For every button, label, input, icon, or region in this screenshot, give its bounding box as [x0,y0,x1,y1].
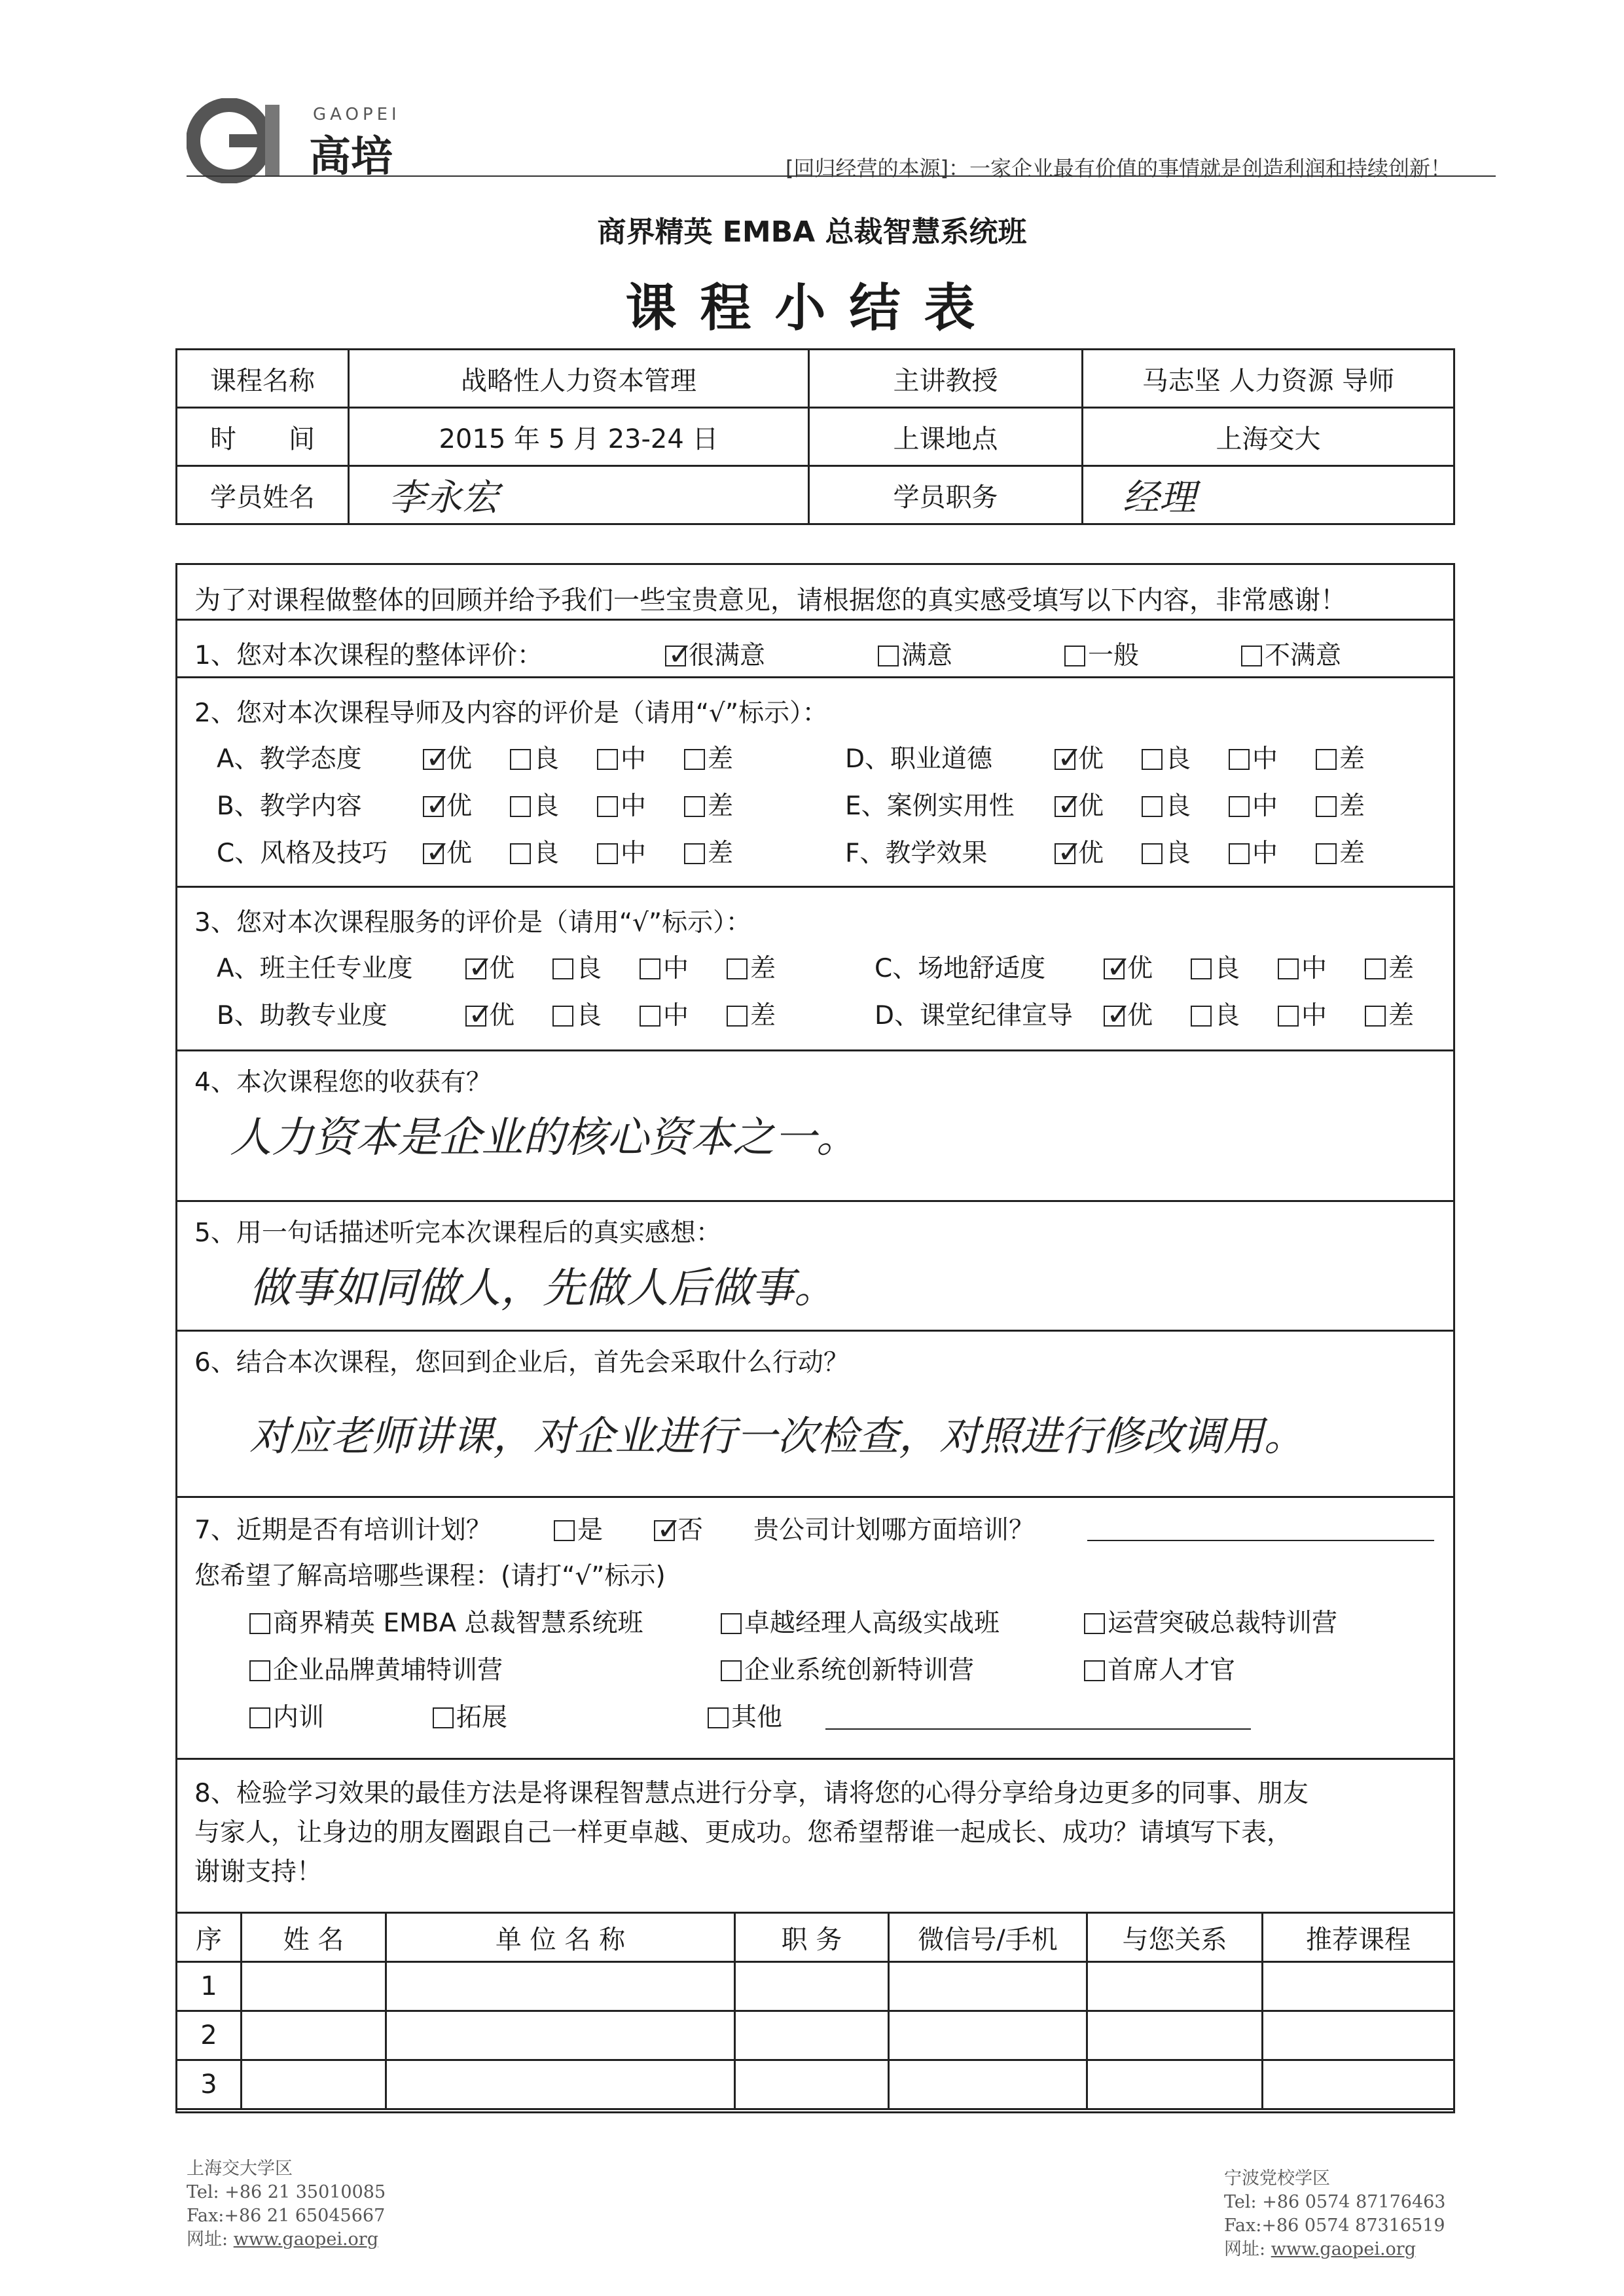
checkbox-icon[interactable] [1316,843,1337,864]
q2-grade-option[interactable]: ✓ 优 [423,833,472,869]
checkbox-icon[interactable] [1191,958,1212,979]
checkbox-icon[interactable] [1064,646,1085,666]
q2-grade-option[interactable]: 差 [1316,786,1365,822]
checkbox-icon[interactable] [510,749,531,770]
q2-grade-option[interactable]: ✓ 优 [1055,786,1104,822]
q3-grade-option[interactable]: 差 [1365,995,1414,1032]
q2-item-label: F、教学效果 [845,839,988,868]
table-cell[interactable] [735,1962,889,2011]
checkbox-icon[interactable] [433,1707,454,1728]
checkbox-icon[interactable] [1084,1660,1105,1681]
footer-left-tel: Tel: +86 21 35010085 [187,2182,386,2202]
q2-grade-option[interactable]: 良 [510,786,559,822]
checkbox-icon[interactable] [1142,749,1163,770]
checkbox-icon[interactable] [1278,958,1299,979]
table-cell[interactable] [1263,2060,1454,2109]
checkbox-icon[interactable] [249,1613,270,1634]
q3-grade-option[interactable]: ✓ 优 [1104,948,1153,985]
q2-grade-option[interactable]: 良 [1142,833,1191,869]
checkbox-icon[interactable] [554,1520,575,1541]
col-course: 推荐课程 [1263,1913,1454,1962]
q8-text-line2: 与家人，让身边的朋友圈跟自己一样更卓越、更成功。您希望帮谁一起成长、成功？请填写下表， [194,1818,1293,1848]
q3-grade-option[interactable]: 差 [1365,948,1414,985]
checkbox-icon[interactable] [1278,1006,1299,1027]
place-value: 上海交大 [1083,408,1454,466]
slogan: [回归经营的本源]：一家企业最有价值的事情就是创造利润和持续创新！ [785,156,1451,181]
course-option-innovation[interactable]: 企业系统创新特训营 [721,1650,974,1686]
table-row [177,2011,1454,2060]
q2-grade-option[interactable]: ✓ 优 [423,786,472,822]
q3-grade-option[interactable]: 差 [727,995,776,1032]
q2-item-label: D、职业道德 [845,744,993,774]
footer-right-campus: 宁波党校学区 [1224,2168,1330,2189]
checkbox-icon[interactable] [684,796,705,817]
table-cell[interactable] [386,1962,735,2011]
checkbox-checked-icon[interactable] [423,749,444,770]
q2-item-label: B、教学内容 [217,792,362,821]
table-cell[interactable] [242,2060,386,2109]
checkbox-checked-icon[interactable] [1055,749,1075,770]
q2-item-label: E、案例实用性 [845,792,1015,821]
time-value: 2015 年 5 月 23-24 日 [349,408,809,466]
footer-left [187,2157,386,2251]
q1-label: 1、您对本次课程的整体评价： [194,641,543,670]
q3-grade-option[interactable]: 中 [640,948,689,985]
q7-section [177,1496,1453,1760]
q6-label: 6、结合本次课程，您回到企业后，首先会采取什么行动？ [194,1348,849,1377]
course-option-operations[interactable]: 运营突破总裁特训营 [1084,1603,1337,1639]
place-label: 上课地点 [809,408,1083,466]
table-cell[interactable] [735,2011,889,2060]
q4-label: 4、本次课程您的收获有？ [194,1068,492,1097]
q3-item-label: A、班主任专业度 [217,954,413,983]
checkbox-icon[interactable] [721,1660,742,1681]
footer-right-fax: Fax:+86 0574 87316519 [1224,2215,1445,2236]
table-row [177,1962,1454,2011]
checkbox-icon[interactable] [249,1660,270,1681]
course-name-label: 课程名称 [177,350,349,408]
q3-label: 3、您对本次课程服务的评价是（请用“√”标示）： [194,908,751,938]
q2-grade-option[interactable]: 差 [1316,833,1365,869]
logo-english: GAOPEI [313,105,401,124]
checkbox-icon[interactable] [721,1613,742,1634]
table-cell[interactable] [242,2011,386,2060]
q4-answer[interactable]: 人力资本是企业的核心资本之一。 [230,1114,858,1162]
checkbox-icon[interactable] [640,958,660,979]
q7-plan-answer-line[interactable] [1087,1540,1434,1541]
q2-item-label: C、风格及技巧 [217,839,388,868]
col-position: 职 务 [735,1913,889,1962]
q1-section [177,619,1453,678]
row-index: 2 [177,2011,242,2060]
checkbox-icon[interactable] [727,1006,748,1027]
checkbox-icon[interactable] [1142,843,1163,864]
q2-grade-option[interactable]: 差 [684,833,733,869]
q3-grade-option[interactable]: ✓ 优 [465,995,514,1032]
student-name-label: 学员姓名 [177,466,349,524]
course-option-emba[interactable]: 商界精英 EMBA 总裁智慧系统班 [249,1603,643,1639]
q3-grade-option[interactable]: 良 [552,995,602,1032]
q3-grade-option[interactable]: 中 [640,995,689,1032]
q2-item-label: A、教学态度 [217,744,362,774]
table-cell[interactable] [735,2060,889,2109]
checkbox-checked-icon[interactable] [665,646,686,666]
checkbox-icon[interactable] [1229,796,1250,817]
checkbox-checked-icon[interactable] [1104,1006,1125,1027]
checkbox-icon[interactable] [1241,646,1262,666]
checkbox-checked-icon[interactable] [1104,958,1125,979]
checkbox-icon[interactable] [1142,796,1163,817]
q3-grade-option[interactable]: 差 [727,948,776,985]
q2-grade-option[interactable]: 差 [1316,738,1365,775]
q3-item-label: C、场地舒适度 [875,954,1046,983]
q3-grade-option[interactable]: 中 [1278,948,1327,985]
q2-grade-option[interactable]: ✓ 优 [1055,833,1104,869]
q2-grade-option[interactable]: 差 [684,738,733,775]
q1-option-very-satisfied[interactable]: ✓ 很满意 [665,635,765,672]
q8-text-line1: 8、检验学习效果的最佳方法是将课程智慧点进行分享，请将您的心得分享给身边更多的同事、朋友 [194,1779,1308,1808]
table-cell[interactable] [1263,1962,1454,2011]
footer-left-web-label: 网址: [187,2229,228,2250]
q2-grade-option[interactable]: 良 [510,738,559,775]
q2-grade-option[interactable]: ✓ 优 [423,738,472,775]
q6-section [177,1330,1453,1498]
q3-section [177,886,1453,1051]
checkbox-checked-icon[interactable] [423,796,444,817]
table-cell[interactable] [386,2011,735,2060]
table-cell[interactable] [889,2060,1087,2109]
q3-grade-option[interactable]: 良 [1191,948,1240,985]
q3-grade-option[interactable]: 良 [1191,995,1240,1032]
table-cell[interactable] [1263,2011,1454,2060]
checkbox-icon[interactable] [552,1006,573,1027]
q2-grade-option[interactable]: 中 [1229,786,1278,822]
footer-right-web-label: 网址: [1224,2239,1266,2259]
q5-answer[interactable]: 做事如同做人，先做人后做事。 [249,1264,836,1313]
col-relation: 与您关系 [1087,1913,1263,1962]
footer-right-tel: Tel: +86 0574 87176463 [1224,2192,1446,2212]
q2-grade-option[interactable]: 中 [597,738,646,775]
table-cell[interactable] [1087,2060,1263,2109]
checkbox-icon[interactable] [708,1707,729,1728]
checkbox-icon[interactable] [510,843,531,864]
student-name-value[interactable]: 李永宏 [349,466,809,524]
q1-option-average[interactable]: 一般 [1064,635,1139,672]
recommendation-table [175,1912,1455,2110]
q5-label: 5、用一句话描述听完本次课程后的真实感想： [194,1218,721,1248]
q3-grade-option[interactable]: ✓ 优 [1104,995,1153,1032]
q2-grade-option[interactable]: 中 [1229,738,1278,775]
footer-left-campus: 上海交大学区 [187,2159,293,2179]
checkbox-checked-icon[interactable] [1055,843,1075,864]
col-name: 姓 名 [242,1913,386,1962]
course-name-value: 战略性人力资本管理 [349,350,809,408]
survey-box [175,563,1455,2113]
checkbox-icon[interactable] [510,796,531,817]
checkbox-icon[interactable] [727,958,748,979]
q5-section [177,1200,1453,1332]
row-index: 1 [177,1962,242,2011]
gaopei-logo-icon [187,98,304,186]
checkbox-checked-icon[interactable] [465,958,486,979]
q7-no[interactable]: ✓ 否 [654,1510,703,1546]
q1-option-unsatisfied[interactable]: 不满意 [1241,635,1341,672]
col-index: 序 [177,1913,242,1962]
table-cell[interactable] [889,1962,1087,2011]
course-option-internal[interactable]: 内训 [249,1697,324,1734]
checkbox-icon[interactable] [640,1006,660,1027]
footer-right-web-link[interactable]: www.gaopei.org [1271,2239,1416,2259]
table-cell[interactable] [386,2060,735,2109]
checkbox-icon[interactable] [1365,1006,1386,1027]
table-header-row [177,1913,1454,1962]
q8-text-line3: 谢谢支持！ [194,1857,323,1887]
footer-left-fax: Fax:+86 21 65045667 [187,2206,386,2226]
q7-yes[interactable]: 是 [554,1510,603,1546]
course-option-cto[interactable]: 首席人才官 [1084,1650,1235,1686]
student-job-value[interactable]: 经理 [1083,466,1454,524]
table-cell[interactable] [889,2011,1087,2060]
checkbox-icon[interactable] [597,796,618,817]
q7-courses-label: 您希望了解高培哪些课程：(请打“√”标示) [194,1561,666,1591]
q7-plan-question: 贵公司计划哪方面培训？ [753,1516,1035,1545]
course-option-outdoor[interactable]: 拓展 [433,1697,507,1734]
footer-left-web-link[interactable]: www.gaopei.org [233,2229,378,2250]
course-other-line[interactable] [825,1728,1251,1730]
q3-item-label: B、助教专业度 [217,1001,388,1030]
header-divider [187,175,1496,177]
footer-right [1224,2167,1446,2261]
checkbox-checked-icon[interactable] [1055,796,1075,817]
q6-answer[interactable]: 对应老师讲课，对企业进行一次检查，对照进行修改调用。 [249,1412,1305,1460]
q3-item-label: D、课堂纪律宣导 [875,1001,1074,1030]
checkbox-icon[interactable] [684,843,705,864]
form-title: 课程小结表 [625,279,999,338]
course-option-brand[interactable]: 企业品牌黄埔特训营 [249,1650,503,1686]
checkbox-icon[interactable] [1084,1613,1105,1634]
checkbox-icon[interactable] [1316,749,1337,770]
checkbox-icon[interactable] [1229,843,1250,864]
table-cell[interactable] [1087,1962,1263,2011]
q1-option-satisfied[interactable]: 满意 [878,635,952,672]
professor-value: 马志坚 人力资源 导师 [1083,350,1454,408]
q2-grade-option[interactable]: 中 [597,786,646,822]
checkbox-icon[interactable] [597,749,618,770]
checkbox-checked-icon[interactable] [654,1520,675,1541]
q2-grade-option[interactable]: 良 [1142,738,1191,775]
q2-section [177,676,1453,888]
course-option-other[interactable]: 其他 [708,1697,782,1734]
q3-grade-option[interactable]: 良 [552,948,602,985]
checkbox-checked-icon[interactable] [423,843,444,864]
q3-grade-option[interactable]: ✓ 优 [465,948,514,985]
checkbox-icon[interactable] [684,749,705,770]
q2-grade-option[interactable]: ✓ 优 [1055,738,1104,775]
course-info-table [175,348,1455,525]
intro-text: 为了对课程做整体的回顾并给予我们一些宝贵意见，请根据您的真实感受填写以下内容，非常感谢！ [194,585,1346,615]
q2-grade-option[interactable]: 良 [1142,786,1191,822]
q4-section [177,1049,1453,1202]
checkbox-icon[interactable] [878,646,899,666]
col-company: 单 位 名 称 [386,1913,735,1962]
q2-grade-option[interactable]: 中 [1229,833,1278,869]
q2-grade-option[interactable]: 良 [510,833,559,869]
course-option-manager[interactable]: 卓越经理人高级实战班 [721,1603,1000,1639]
q3-grade-option[interactable]: 中 [1278,995,1327,1032]
table-row [177,2060,1454,2109]
q2-grade-option[interactable]: 中 [597,833,646,869]
checkbox-checked-icon[interactable] [465,1006,486,1027]
q7-label: 7、近期是否有培训计划？ [194,1516,492,1545]
checkbox-icon[interactable] [552,958,573,979]
checkbox-icon[interactable] [1229,749,1250,770]
checkbox-icon[interactable] [1316,796,1337,817]
row-index: 3 [177,2060,242,2109]
professor-label: 主讲教授 [809,350,1083,408]
checkbox-icon[interactable] [1191,1006,1212,1027]
checkbox-icon[interactable] [1365,958,1386,979]
program-title: 商界精英 EMBA 总裁智慧系统班 [597,215,1027,249]
q2-grade-option[interactable]: 差 [684,786,733,822]
checkbox-icon[interactable] [249,1707,270,1728]
checkbox-icon[interactable] [597,843,618,864]
time-label: 时 间 [177,408,349,466]
table-cell[interactable] [242,1962,386,2011]
q2-label: 2、您对本次课程导师及内容的评价是（请用“√”标示）： [194,699,828,728]
table-cell[interactable] [1087,2011,1263,2060]
col-contact: 微信号/手机 [889,1913,1087,1962]
student-job-label: 学员职务 [809,466,1083,524]
logo-chinese: 高培 [309,133,393,181]
